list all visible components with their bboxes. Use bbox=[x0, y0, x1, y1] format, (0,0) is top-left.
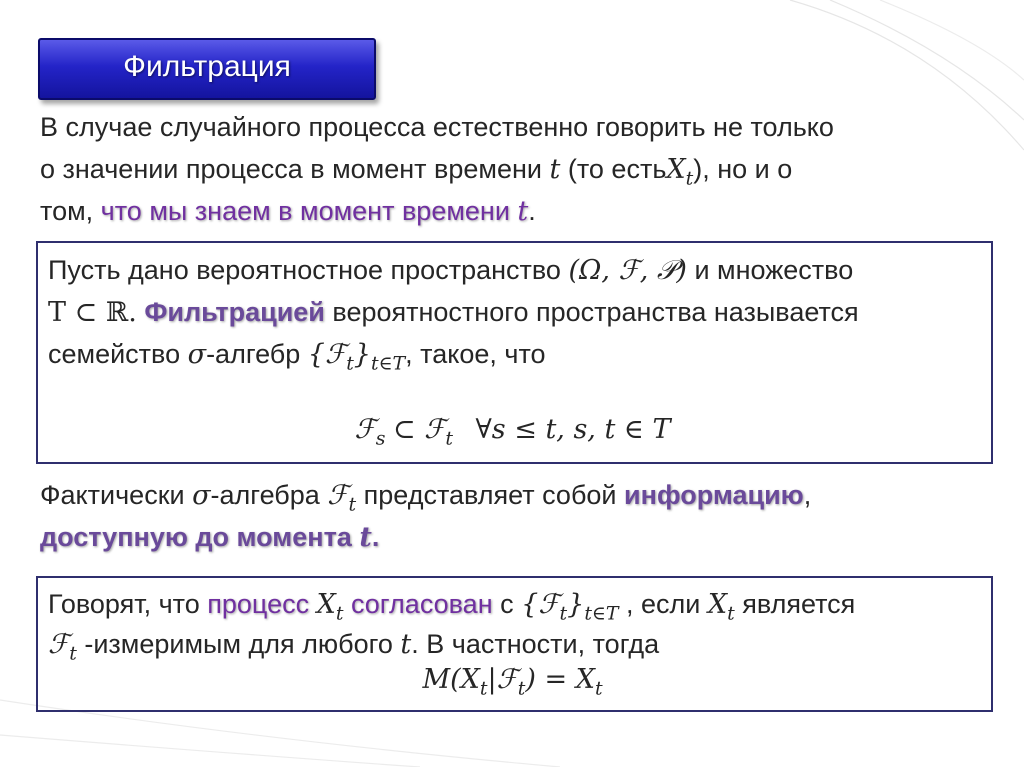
intro-highlight: что мы знаем в момент времени bbox=[100, 196, 510, 226]
definition-line-2 bbox=[48, 291, 859, 334]
math-t-highlight: t bbox=[517, 196, 529, 227]
formula-eq: ) = X bbox=[525, 664, 595, 695]
intro-text-3a: том, bbox=[40, 196, 94, 226]
definition-text-3b: -алгебр bbox=[206, 339, 301, 369]
adapted-highlight-process: процесс bbox=[207, 589, 310, 619]
fact-highlight-available: доступную до момента bbox=[40, 522, 352, 552]
adapted-text-1a: Говорят, что bbox=[48, 589, 200, 619]
fact-text-1b: -алгебра bbox=[210, 480, 320, 510]
formula-sub-t3: t bbox=[594, 677, 603, 700]
definition-text-3a: семейство bbox=[48, 339, 181, 369]
math-x-3: X bbox=[707, 589, 728, 620]
adapted-text-2a: -измеримым для любого bbox=[84, 629, 393, 659]
fact-line-2 bbox=[40, 516, 379, 559]
definition-text-1a: Пусть дано вероятностное пространство bbox=[48, 255, 561, 285]
definition-term-highlight: Фильтрацией bbox=[144, 297, 325, 327]
fact-text-1c: представляет собой bbox=[363, 480, 617, 510]
math-filtration-set: {ℱ bbox=[307, 339, 347, 370]
math-t-highlight-2: t bbox=[359, 522, 372, 553]
slide-title-box bbox=[38, 38, 376, 100]
intro-period: . bbox=[528, 196, 536, 226]
formula-subset-f: ⊂ ℱ bbox=[392, 414, 446, 445]
math-t-3: t bbox=[400, 629, 412, 660]
math-x-sub: t bbox=[685, 167, 694, 190]
math-f-t: ℱ bbox=[327, 480, 349, 511]
adapted-text-1d: является bbox=[742, 589, 856, 619]
math-x: X bbox=[666, 154, 686, 185]
fact-comma: , bbox=[803, 480, 812, 510]
math-f-sub-2: t bbox=[559, 602, 568, 625]
math-t-subset-r: T ⊂ ℝ. bbox=[48, 297, 137, 328]
math-x-2-sub: t bbox=[335, 602, 344, 625]
formula-quantifier: ∀s ≤ t, s, t ∈ T bbox=[475, 414, 671, 445]
definition-formula bbox=[36, 414, 989, 449]
adapted-text-1c: , если bbox=[626, 589, 701, 619]
intro-text-2c: ), но и о bbox=[693, 154, 793, 184]
math-filtration-set-2: {ℱ bbox=[521, 589, 560, 620]
definition-text-2b: вероятностного пространства называется bbox=[332, 297, 859, 327]
definition-text-3c: , такое, что bbox=[405, 339, 546, 369]
definition-text-1b: и множество bbox=[694, 255, 854, 285]
math-x-3-sub: t bbox=[727, 602, 735, 625]
fact-text-1a: Фактически bbox=[40, 480, 185, 510]
math-probability-space: (Ω, ℱ, 𝒫) bbox=[568, 255, 687, 286]
math-f-sub: t bbox=[346, 352, 354, 375]
math-t: t bbox=[549, 154, 561, 185]
math-f-t-sub: t bbox=[348, 493, 357, 516]
definition-line-1 bbox=[48, 249, 853, 292]
formula-sub-t1: t bbox=[479, 677, 488, 700]
adapted-formula bbox=[36, 664, 989, 699]
intro-line-1 bbox=[40, 106, 834, 148]
math-sigma: σ bbox=[187, 339, 207, 370]
math-x-2: X bbox=[316, 589, 336, 620]
math-sigma-2: σ bbox=[192, 480, 211, 511]
math-index-set: t∈T bbox=[370, 352, 406, 375]
slide-title: Фильтрация bbox=[123, 50, 291, 83]
adapted-text-1b: с bbox=[500, 589, 514, 619]
intro-text-2a: о значении процесса в момент времени bbox=[40, 154, 542, 184]
math-brace-close-2: } bbox=[567, 589, 585, 620]
adapted-highlight-adapted: согласован bbox=[350, 589, 493, 619]
math-index-set-2: t∈T bbox=[584, 602, 619, 625]
intro-text-2b: (то есть bbox=[567, 154, 667, 184]
adapted-text-2b: . В частности, тогда bbox=[411, 629, 660, 659]
formula-cond: |ℱ bbox=[487, 664, 518, 695]
formula-m: M(X bbox=[422, 664, 480, 695]
formula-f-s: ℱ bbox=[354, 414, 376, 445]
formula-sub-s: s bbox=[375, 427, 386, 450]
intro-line-3 bbox=[40, 190, 536, 233]
fact-period: . bbox=[371, 522, 380, 552]
math-f-t-2: ℱ bbox=[48, 629, 70, 660]
fact-highlight-information: информацию bbox=[624, 480, 804, 510]
math-f-t-2-sub: t bbox=[69, 642, 77, 665]
formula-sub-t: t bbox=[445, 427, 453, 450]
definition-line-3 bbox=[48, 333, 546, 384]
math-brace-close: } bbox=[353, 339, 371, 370]
intro-text-1: В случае случайного процесса естественно говорить не только bbox=[40, 112, 834, 142]
formula-sub-t2: t bbox=[517, 677, 526, 700]
